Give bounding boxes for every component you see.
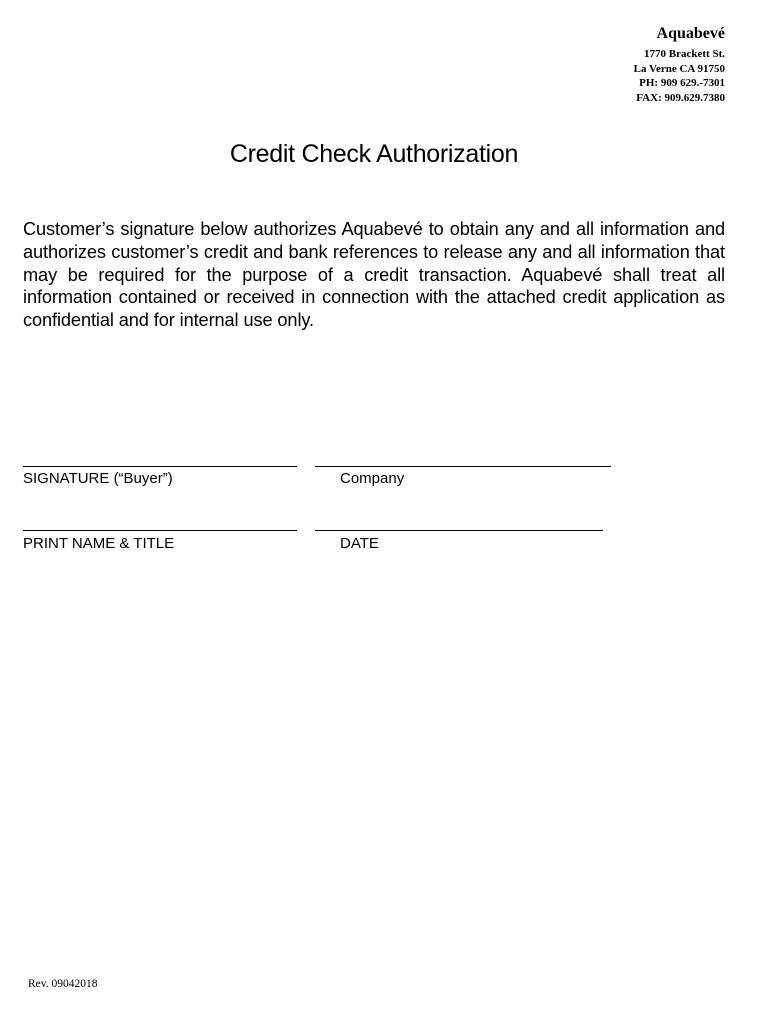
print-name-label: PRINT NAME & TITLE bbox=[23, 535, 175, 552]
company-name: Aquabevé bbox=[656, 25, 725, 42]
address-line-1: 1770 Brackett St. bbox=[644, 48, 725, 60]
date-label: DATE bbox=[340, 535, 379, 552]
letterhead bbox=[634, 24, 725, 105]
authorization-paragraph: Customer’s signature below authorizes Aquabevé to obtain any and all information and authorizes customer’s credit and bank references to release any and all information that may be required for the purpose of a credit transaction. Aquabevé shall treat all information contained or received in connection with the attached credit application as confidential and for internal use only. bbox=[23, 219, 725, 331]
company-line[interactable] bbox=[315, 466, 611, 467]
revision-number: Rev. 09042018 bbox=[28, 978, 98, 990]
print-name-line[interactable] bbox=[23, 530, 297, 531]
address-line-2: La Verne CA 91750 bbox=[633, 62, 725, 75]
company-label: Company bbox=[340, 470, 405, 487]
fax-number: FAX: 909.629.7380 bbox=[636, 91, 725, 104]
phone-number: PH: 909 629.-7301 bbox=[639, 77, 725, 89]
signature-label: SIGNATURE (“Buyer”) bbox=[23, 470, 173, 487]
date-line[interactable] bbox=[315, 530, 603, 531]
signature-line[interactable] bbox=[23, 466, 297, 467]
document-title: Credit Check Authorization bbox=[229, 140, 519, 168]
